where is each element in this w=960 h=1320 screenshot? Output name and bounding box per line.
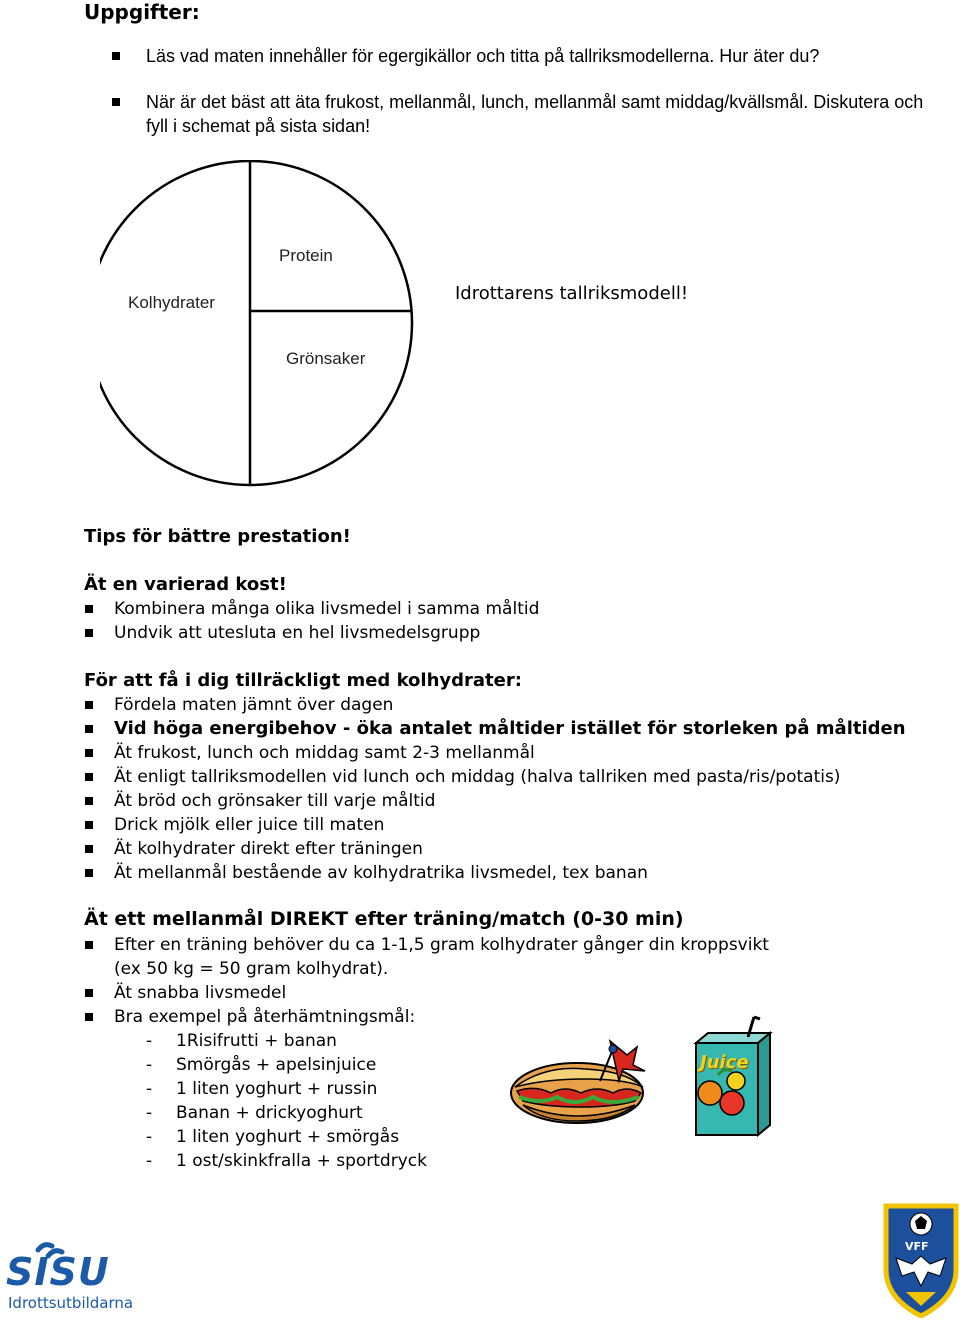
- list-item: Efter en träning behöver du ca 1-1,5 gram kolhydrater gånger din kroppsvikt: [84, 933, 944, 957]
- vff-crest-icon: [882, 1202, 960, 1318]
- task-list: [112, 44, 942, 160]
- varierad-list: [84, 597, 944, 645]
- square-bullet-icon: [85, 989, 93, 997]
- square-bullet-icon: [85, 821, 93, 829]
- list-item-continuation: (ex 50 kg = 50 gram kolhydrat).: [114, 959, 389, 979]
- square-bullet-icon: [85, 725, 93, 733]
- square-bullet-icon: [85, 773, 93, 781]
- list-item: Ät kolhydrater direkt efter träningen: [84, 837, 944, 861]
- list-item: Ät frukost, lunch och middag samt 2-3 mellanmål: [84, 741, 944, 765]
- list-item: Undvik att utesluta en hel livsmedelsgrupp: [84, 621, 944, 645]
- example-item: - 1Risifrutti + banan: [146, 1031, 337, 1051]
- list-item: Kombinera många olika livsmedel i samma måltid: [84, 597, 944, 621]
- mellanmal-heading: Ät ett mellanmål DIREKT efter träning/match (0-30 min): [84, 908, 684, 930]
- sisu-logo-subtitle: Idrottsutbildarna: [8, 1294, 134, 1312]
- square-bullet-icon: [112, 98, 120, 106]
- tips-heading: Tips för bättre prestation!: [84, 526, 351, 547]
- task-item: Läs vad maten innehåller för egergikällor och titta på tallriksmodellerna. Hur äter du?: [112, 44, 942, 68]
- plate-model-diagram: [100, 160, 430, 490]
- square-bullet-icon: [85, 605, 93, 613]
- plate-label-kolhydrater: Kolhydrater: [128, 293, 215, 312]
- list-item: Bra exempel på återhämtningsmål:: [84, 1005, 944, 1029]
- list-item: Ät mellanmål bestående av kolhydratrika livsmedel, tex banan: [84, 861, 944, 885]
- plate-caption: Idrottarens tallriksmodell!: [455, 283, 689, 304]
- list-item: Fördela maten jämnt över dagen: [84, 693, 944, 717]
- square-bullet-icon: [85, 869, 93, 877]
- plate-label-gronsaker: Grönsaker: [286, 349, 366, 368]
- kolhydrater-list: [84, 693, 944, 885]
- sisu-logo-text: SISU: [6, 1250, 110, 1294]
- example-item: - 1 liten yoghurt + smörgås: [146, 1127, 400, 1147]
- list-item: Ät bröd och grönsaker till varje måltid: [84, 789, 944, 813]
- kolhydrater-heading: För att få i dig tillräckligt med kolhydrater:: [84, 670, 522, 691]
- list-item: Drick mjölk eller juice till maten: [84, 813, 944, 837]
- vff-crest-text: VFF: [905, 1240, 929, 1253]
- list-item: Ät snabba livsmedel: [84, 981, 944, 1005]
- plate-circle: [100, 161, 412, 485]
- juice-label: Juice: [700, 1052, 749, 1073]
- example-item: - 1 liten yoghurt + russin: [146, 1079, 378, 1099]
- page-title: Uppgifter:: [84, 0, 200, 24]
- task-item: När är det bäst att äta frukost, mellanmål, lunch, mellanmål samt middag/kvällsmål. Diskutera och fyll i schemat på sista sidan!: [112, 90, 942, 138]
- square-bullet-icon: [85, 749, 93, 757]
- list-item: Ät enligt tallriksmodellen vid lunch och middag (halva tallriken med pasta/ris/potatis): [84, 765, 944, 789]
- examples-list: [146, 1029, 427, 1173]
- square-bullet-icon: [85, 845, 93, 853]
- example-item: - 1 ost/skinkfralla + sportdryck: [146, 1151, 427, 1171]
- varierad-heading: Ät en varierad kost!: [84, 574, 287, 595]
- square-bullet-icon: [85, 629, 93, 637]
- mellanmal-list: [84, 933, 944, 1029]
- square-bullet-icon: [112, 52, 120, 60]
- list-item: Vid höga energibehov - öka antalet måltider istället för storleken på måltiden: [84, 717, 944, 741]
- sandwich-icon: [505, 1035, 655, 1135]
- example-item: - Banan + drickyoghurt: [146, 1103, 363, 1123]
- juice-box-icon: [688, 1015, 778, 1140]
- square-bullet-icon: [85, 1013, 93, 1021]
- plate-label-protein: Protein: [279, 246, 333, 265]
- example-item: - Smörgås + apelsinjuice: [146, 1055, 377, 1075]
- square-bullet-icon: [85, 701, 93, 709]
- square-bullet-icon: [85, 797, 93, 805]
- square-bullet-icon: [85, 941, 93, 949]
